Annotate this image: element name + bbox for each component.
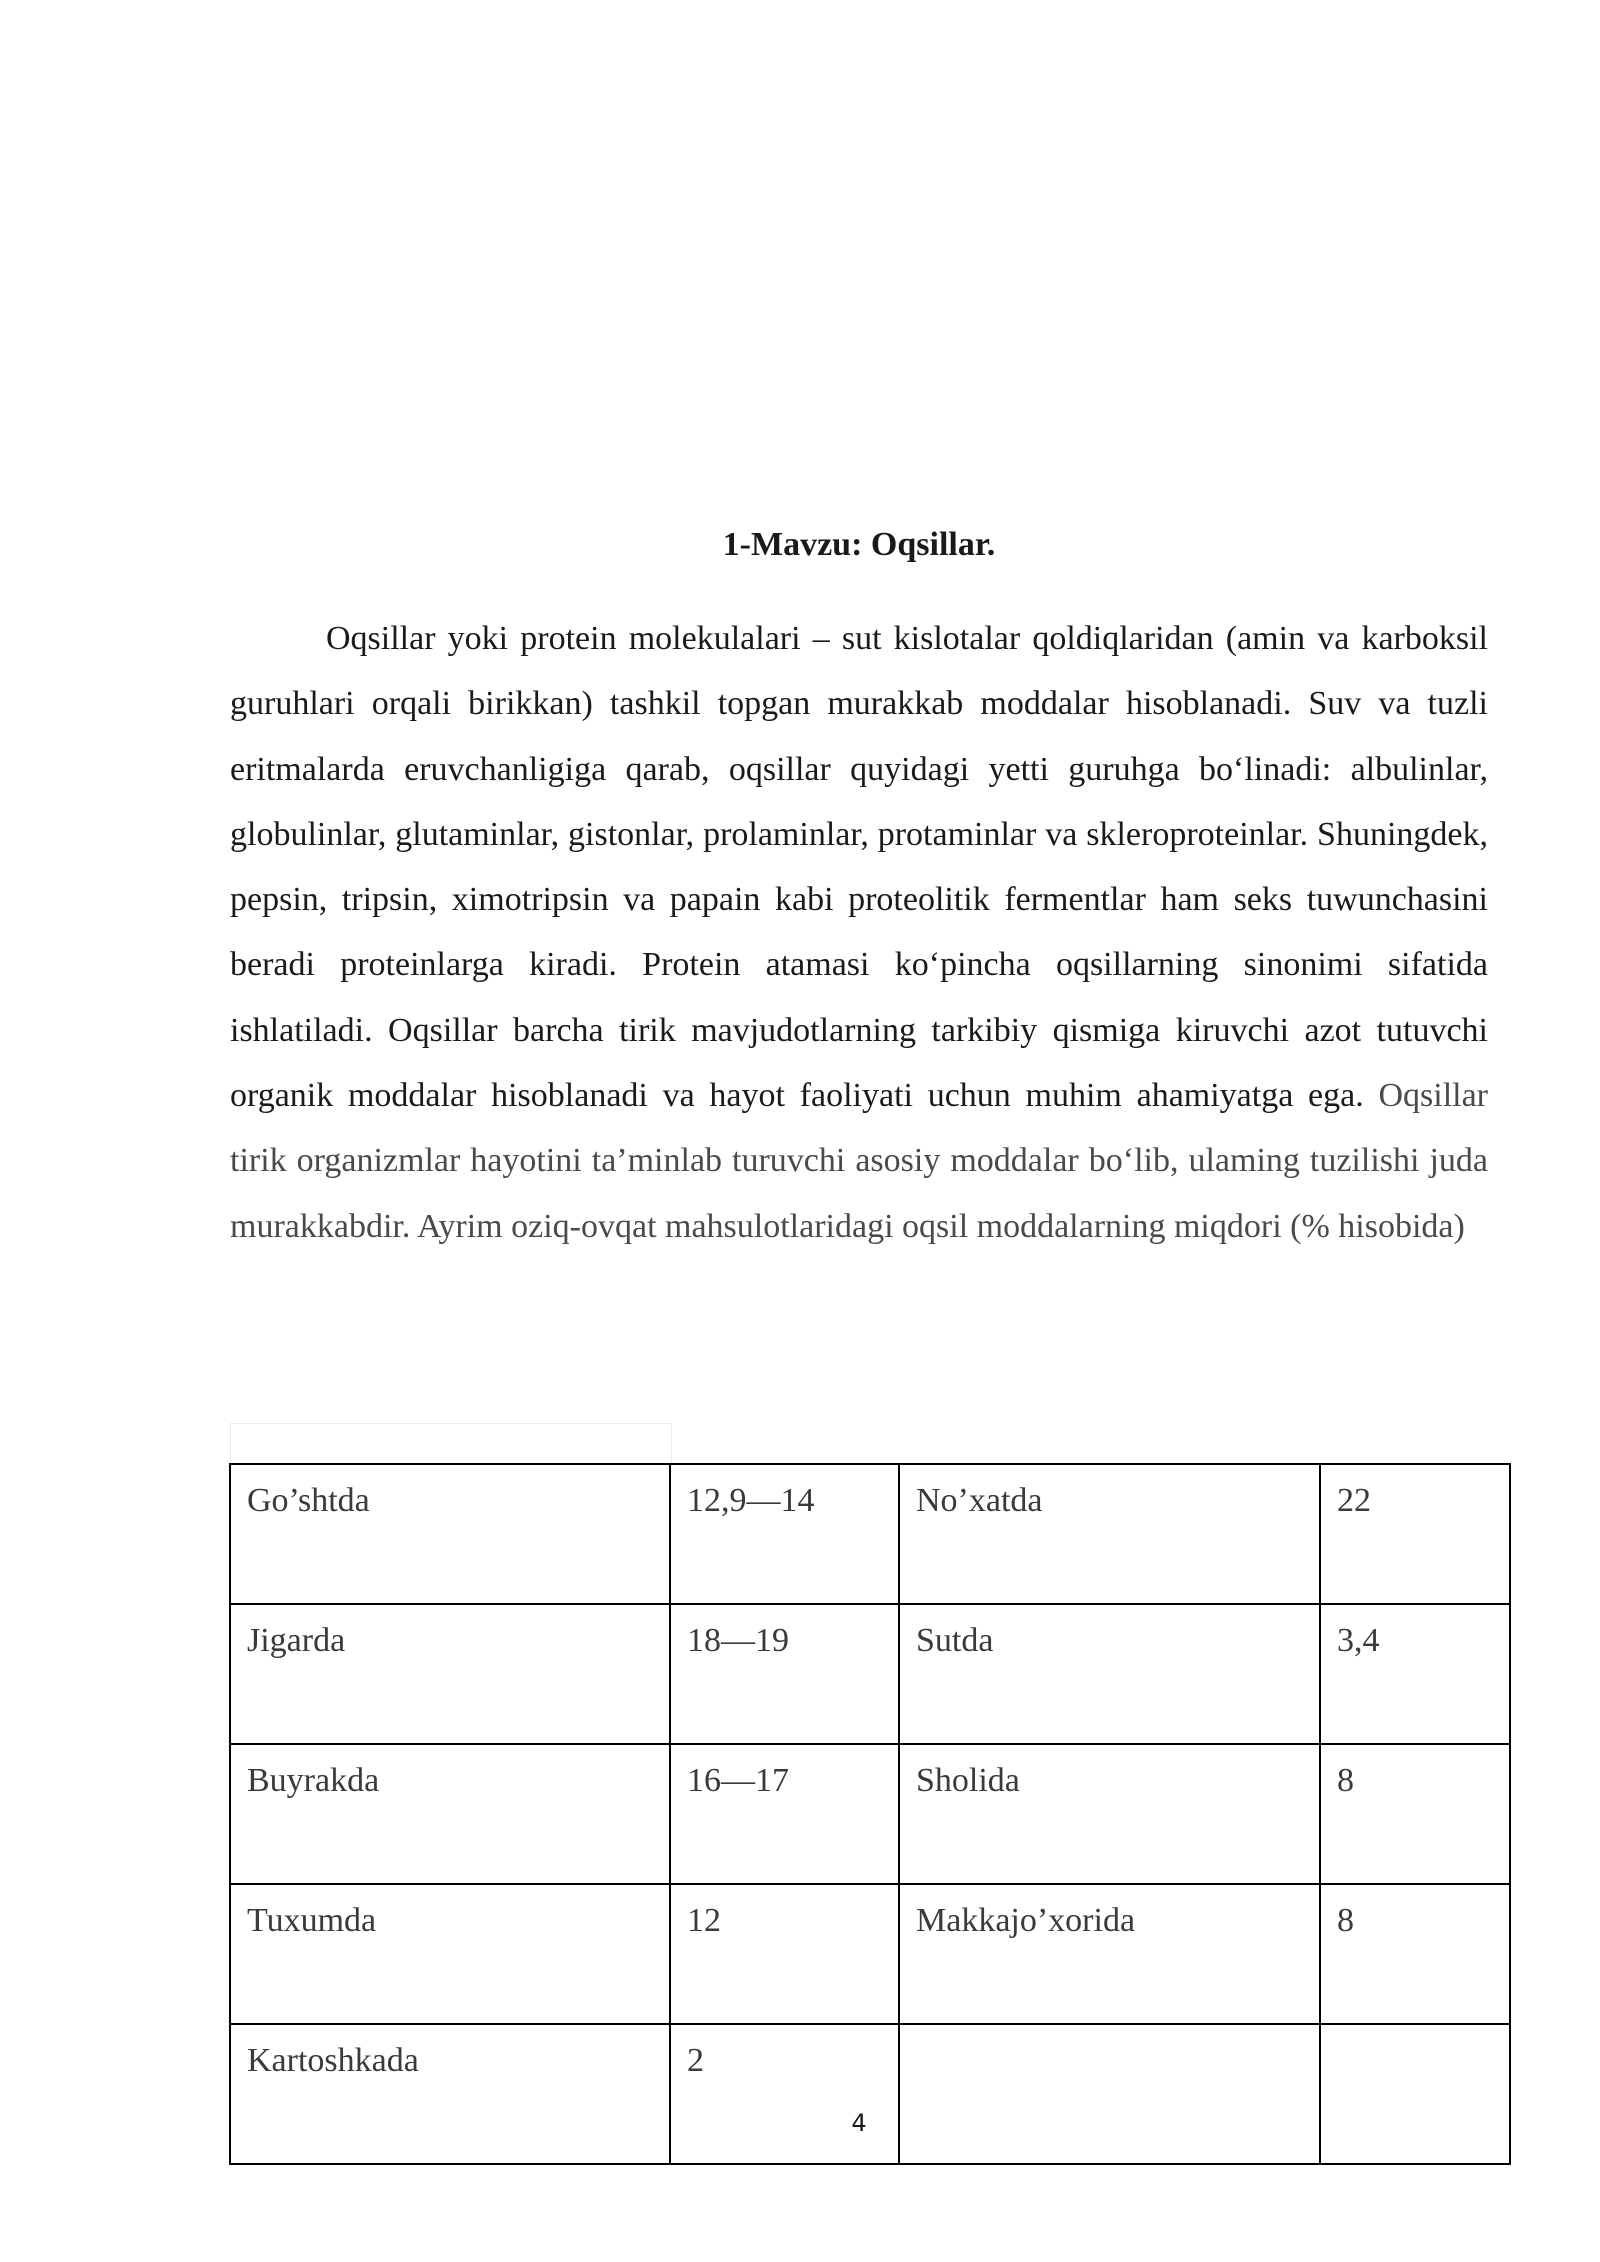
product-name-cell: Kartoshkada <box>230 2024 670 2164</box>
paragraph-faded-text: Oqsillar tirik organizmlar hayotini ta’minlab turuvchi asosiy moddalar bo‘lib, ulaming tuzilishi juda murakkabdir. Ayrim oziq-ovqat mahsulotlaridagi oqsil moddalarning miqdori (% hisobida) <box>230 1077 1489 1245</box>
protein-value-cell: 12,9—14 <box>670 1464 899 1604</box>
table-row <box>230 2024 1510 2164</box>
protein-value-cell: 12 <box>670 1884 899 2024</box>
table-row <box>230 1744 1510 1884</box>
product-name-cell: Jigarda <box>230 1604 670 1744</box>
product-name-cell: Buyrakda <box>230 1744 670 1884</box>
empty-cell <box>899 2024 1320 2164</box>
product-name-cell: No’xatda <box>899 1464 1320 1604</box>
protein-value-cell: 18—19 <box>670 1604 899 1744</box>
product-name-cell: Go’shtda <box>230 1464 670 1604</box>
protein-value-cell: 8 <box>1320 1884 1510 2024</box>
page-number: 4 <box>851 2109 867 2137</box>
product-name-cell: Sholida <box>899 1744 1320 1884</box>
paragraph-main-text: Oqsillar yoki protein molekulalari – sut kislotalar qoldiqlaridan (amin va karboksil guruhlari orqali birikkan) tashkil topgan murakkab moddalar hisoblanadi. Suv va tuzli eritmalarda eruvchanligiga qarab, oqsillar quyidagi yetti guruhga bo‘linadi: albulinlar, globulinlar, glutaminlar, gistonlar, prolaminlar, protaminlar va skleroproteinlar. Shuningdek, pepsin, tripsin, ximotripsin va papain kabi proteolitik fermentlar ham seks tuwunchasini beradi proteinlarga kiradi. Protein atamasi ko‘pincha oqsillarning sinonimi sifatida ishlatiladi. Oqsillar barcha tirik mavjudotlarning tarkibiy qismiga kiruvchi azot tutuvchi organik moddalar hisoblanadi va hayot faoliyati uchun muhim ahamiyatga ega. <box>230 620 1488 1115</box>
table-row <box>230 1604 1510 1744</box>
protein-value-cell: 8 <box>1320 1744 1510 1884</box>
empty-cell <box>1320 2024 1510 2164</box>
body-paragraph <box>230 606 1488 1259</box>
protein-value-cell: 2 <box>670 2024 899 2164</box>
product-name-cell: Makkajo’xorida <box>899 1884 1320 2024</box>
faint-table-outline <box>230 1423 672 1466</box>
product-name-cell: Sutda <box>899 1604 1320 1744</box>
protein-content-table <box>229 1463 1511 2165</box>
page-title: 1-Mavzu: Oqsillar. <box>722 526 996 563</box>
protein-value-cell: 3,4 <box>1320 1604 1510 1744</box>
table-row <box>230 1464 1510 1604</box>
protein-value-cell: 22 <box>1320 1464 1510 1604</box>
product-name-cell: Tuxumda <box>230 1884 670 2024</box>
protein-value-cell: 16—17 <box>670 1744 899 1884</box>
table-row <box>230 1884 1510 2024</box>
